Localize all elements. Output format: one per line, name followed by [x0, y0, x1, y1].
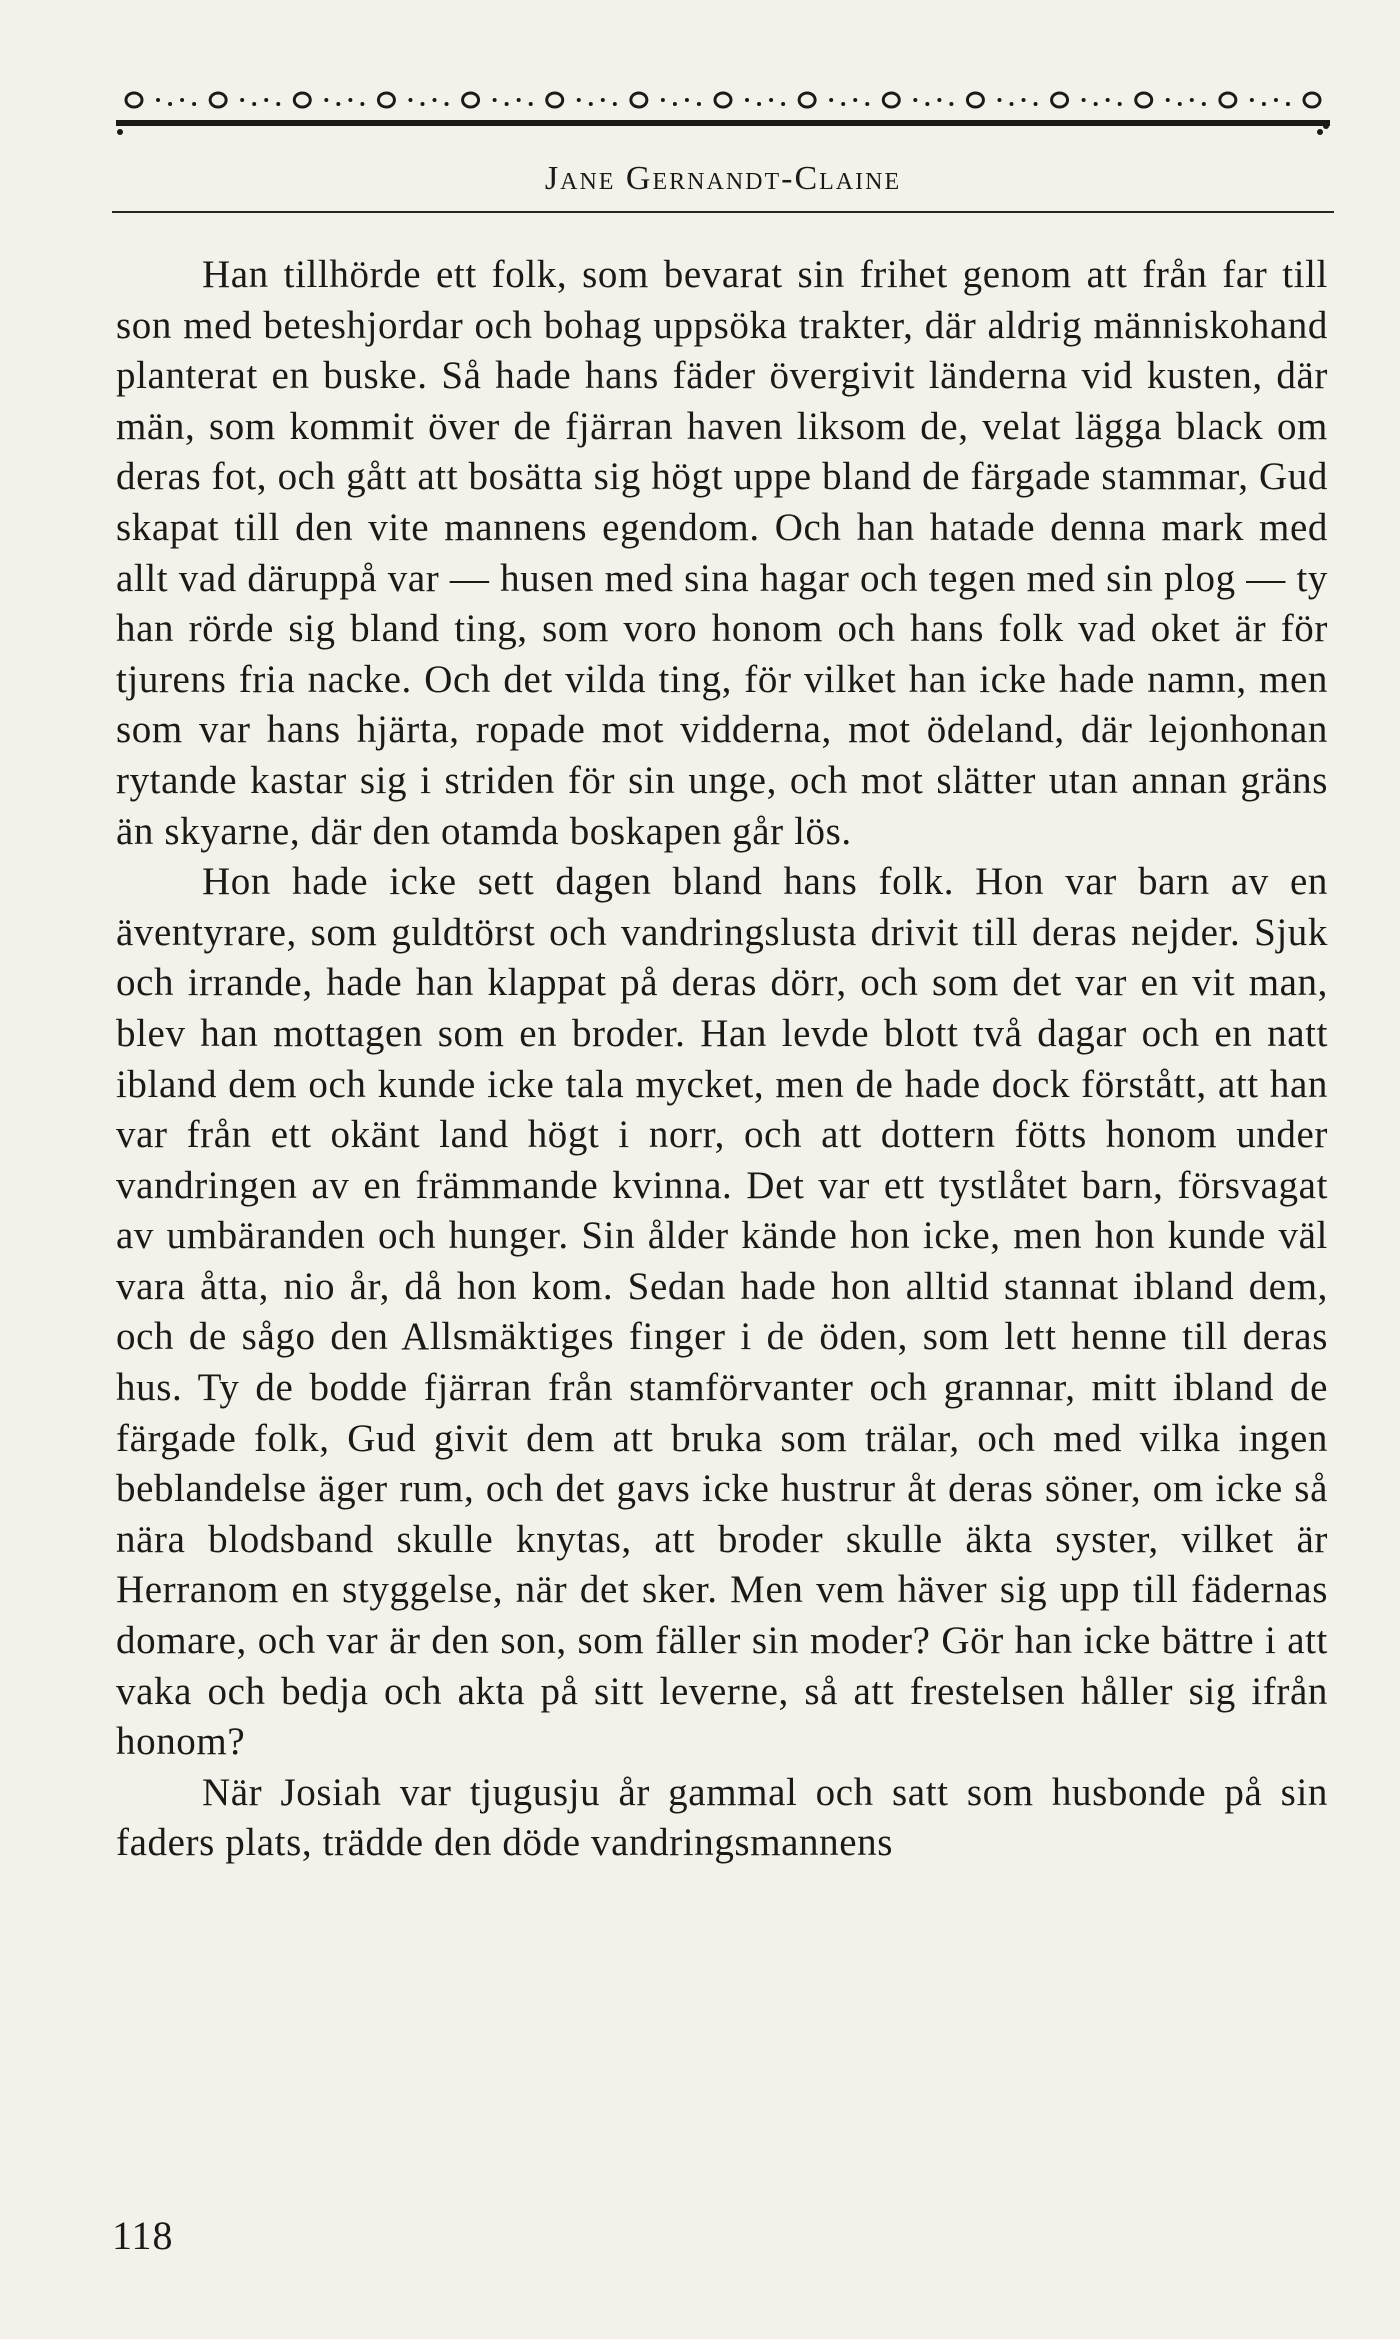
paragraph-3: När Josiah var tjugusju år gammal och satt som husbonde på sin faders plats, trädde den döde vandringsmannens — [116, 1770, 1328, 1865]
ornament-dot — [661, 98, 665, 102]
ornament-dot — [589, 102, 593, 106]
ornament-dot — [168, 102, 172, 106]
ornament-dot — [1274, 98, 1278, 102]
ornament-dot — [1178, 102, 1182, 106]
ornament-dot — [997, 98, 1001, 102]
ornament-dot — [1262, 102, 1266, 106]
ornament-loop — [463, 93, 479, 107]
ornament-dot — [781, 102, 785, 106]
ornament-dot — [865, 102, 869, 106]
ornament-dot — [264, 98, 268, 102]
ornament-dot — [336, 102, 340, 106]
ornament-dot — [1034, 102, 1038, 106]
ornament-dot — [1118, 102, 1122, 106]
body-text — [116, 250, 1328, 1869]
ornament-dot — [252, 102, 256, 106]
ornament-dot — [445, 102, 449, 106]
ornament-loop — [378, 93, 394, 107]
ornament-dot — [505, 102, 509, 106]
ornament-dot — [180, 98, 184, 102]
ornament-loop — [1220, 93, 1236, 107]
ornament-dot — [276, 102, 280, 106]
ornament-dot — [1286, 102, 1290, 106]
ornament-loop — [126, 93, 142, 107]
ornament-dot — [348, 98, 352, 102]
ornament-dot — [853, 98, 857, 102]
ornament-dot — [1094, 102, 1098, 106]
ornament-dot — [1190, 98, 1194, 102]
ornament-loop — [1052, 93, 1068, 107]
ornament-loop — [547, 93, 563, 107]
ornament-dot — [697, 102, 701, 106]
ornament-dot — [913, 98, 917, 102]
ornament-dot — [156, 98, 160, 102]
ornament-loop — [1136, 93, 1152, 107]
ornament-dot — [433, 98, 437, 102]
ornament-dot — [493, 98, 497, 102]
ornament-dot — [769, 98, 773, 102]
ornament-loop — [799, 93, 815, 107]
ornament-dot — [577, 98, 581, 102]
ornament-dot — [829, 98, 833, 102]
ornament-dot — [1250, 98, 1254, 102]
ornament-dot — [1166, 98, 1170, 102]
decorative-header-ornament — [112, 78, 1334, 140]
ornament-dot — [925, 102, 929, 106]
ornament-loop — [631, 93, 647, 107]
ornament-dot — [1082, 98, 1086, 102]
header-rule — [112, 211, 1334, 213]
ornament-dot — [841, 102, 845, 106]
ornament-dot — [745, 98, 749, 102]
ornament-dot — [408, 98, 412, 102]
ornament-dot — [360, 102, 364, 106]
ornament-loop — [883, 93, 899, 107]
ornament-dot — [1202, 102, 1206, 106]
ornament-dot — [673, 102, 677, 106]
ornament-dot — [529, 102, 533, 106]
ornament-dot — [1009, 102, 1013, 106]
paragraph-2: Hon hade icke sett dagen bland hans folk. Hon var barn av en äventyrare, som guldtörst och vandringslusta drivit till deras nejder. Sjuk och irrande, hade han klappat på deras dörr, och som det var en vit man, blev han mottagen som en broder. Han levde blott två dagar och en natt ibland dem och kunde icke tala mycket, men de hade dock förstått, att han var från ett okänt land högt i norr, och att dottern fötts honom under vandringen av en främmande kvinna. Det var ett tystlåtet barn, försvagat av umbäranden och hunger. Sin ålder kände hon icke, men hon kunde väl vara åtta, nio år, då hon kom. Sedan hade hon alltid stannat ibland dem, och de sågo den Allsmäktiges finger i de öden, som lett henne till deras hus. Ty de bodde fjärran från stamförvanter och grannar, mitt ibland de färgade folk, Gud givit dem att bruka som trälar, och med vilka ingen beblandelse äger rum, och det gavs icke hustrur åt deras söner, om icke så nära blodsband skulle knytas, att broder skulle äkta syster, vilket är Herranom en styggelse, när det sker. Men vem häver sig upp till fädernas domare, och var är den son, som fäller sin moder? Gör han icke bättre i att vaka och bedja och akta på sitt leverne, så att frestelsen håller sig ifrån honom? — [116, 860, 1328, 1764]
running-head-author: Jane Gernandt-Claine — [544, 160, 902, 197]
ornament-loop — [715, 93, 731, 107]
ornament-dot — [192, 102, 196, 106]
ornament-dot — [1022, 98, 1026, 102]
ornament-dot — [324, 98, 328, 102]
ornament-dot — [420, 102, 424, 106]
paragraph-1: Han tillhörde ett folk, som bevarat sin frihet genom att från far till son med beteshjordar och bohag uppsöka trakter, där aldrig människohand planterat en buske. Så hade hans fäder övergivit länderna vid kusten, där män, som kommit över de fjärran haven liksom de, velat lägga black om deras fot, och gått att bosätta sig högt uppe bland de färgade stammar, Gud skapat till den vite mannens egendom. Och han hatade denna mark med allt vad däruppå var — husen med sina hagar och tegen med sin plog — ty han rörde sig bland ting, som voro honom och hans folk vad oket är för tjurens fria nacke. Och det vilda ting, för vilket han icke hade namn, men som var hans hjärta, ropade mot vidderna, mot ödeland, där lejonhonan rytande kastar sig i striden för sin unge, och mot slätter utan annan gräns än skyarne, där den otamda boskapen går lös. — [116, 253, 1328, 853]
page-number: 118 — [112, 2213, 174, 2258]
ornament-dot — [685, 98, 689, 102]
ornament-dot — [937, 98, 941, 102]
ornament-dot — [240, 98, 244, 102]
ornament-dot — [1106, 98, 1110, 102]
ornament-loop — [210, 93, 226, 107]
ornament-loop — [294, 93, 310, 107]
ornament-dot — [517, 98, 521, 102]
ornament-dot — [613, 102, 617, 106]
ornament-dot — [757, 102, 761, 106]
ornament-dot — [949, 102, 953, 106]
ornament-dot — [601, 98, 605, 102]
ornament-loop — [967, 93, 983, 107]
ornament-loop — [1304, 93, 1320, 107]
